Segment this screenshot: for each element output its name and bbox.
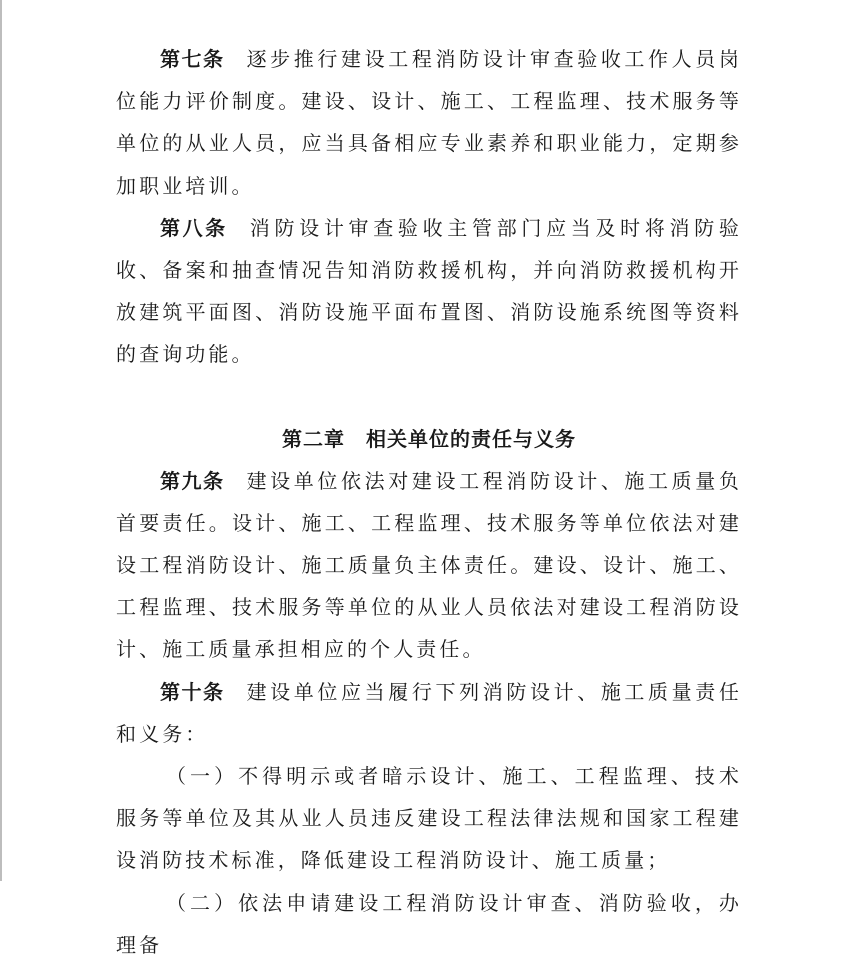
article-9-label: 第九条 [160,468,225,493]
article-10-label: 第十条 [160,679,225,704]
article-9-text: 建设单位依法对建设工程消防设计、施工质量负首要责任。设计、施工、工程监理、技术服务等单位依法对建设工程消防设计、施工质量负主体责任。建设、设计、施工、工程监理、技术服务等单位的从业人员依法对建设工程消防设计、施工质量承担相应的个人责任。 [116,468,743,662]
article-7 [116,38,742,207]
article-8-label: 第八条 [160,215,228,240]
article-10 [116,671,742,755]
article-8-text: 消防设计审查验收主管部门应当及时将消防验收、备案和抽查情况告知消防救援机构，并向消防救援机构开放建筑平面图、消防设施平面布置图、消防设施系统图等资料的查询功能。 [116,215,743,367]
article-7-text: 逐步推行建设工程消防设计审查验收工作人员岗位能力评价制度。建设、设计、施工、工程监理、技术服务等单位的从业人员，应当具备相应专业素养和职业能力，定期参加职业培训。 [116,47,743,198]
clause-item-2: （二）依法申请建设工程消防设计审查、消防验收，办理备 [116,890,742,957]
section-spacer [116,376,742,418]
article-8 [116,207,742,376]
article-7-label: 第七条 [160,47,225,71]
chapter-heading: 第二章 相关单位的责任与义务 [282,426,576,451]
article-10-text: 建设单位应当履行下列消防设计、施工质量责任和义务： [116,679,743,746]
page-left-border [0,0,2,881]
article-9 [116,460,742,671]
document-page [116,38,742,966]
clause-item-1: （一）不得明示或者暗示设计、施工、工程监理、技术服务等单位及其从业人员违反建设工程法律法规和国家工程建设消防技术标准，降低建设工程消防设计、施工质量； [116,764,742,873]
